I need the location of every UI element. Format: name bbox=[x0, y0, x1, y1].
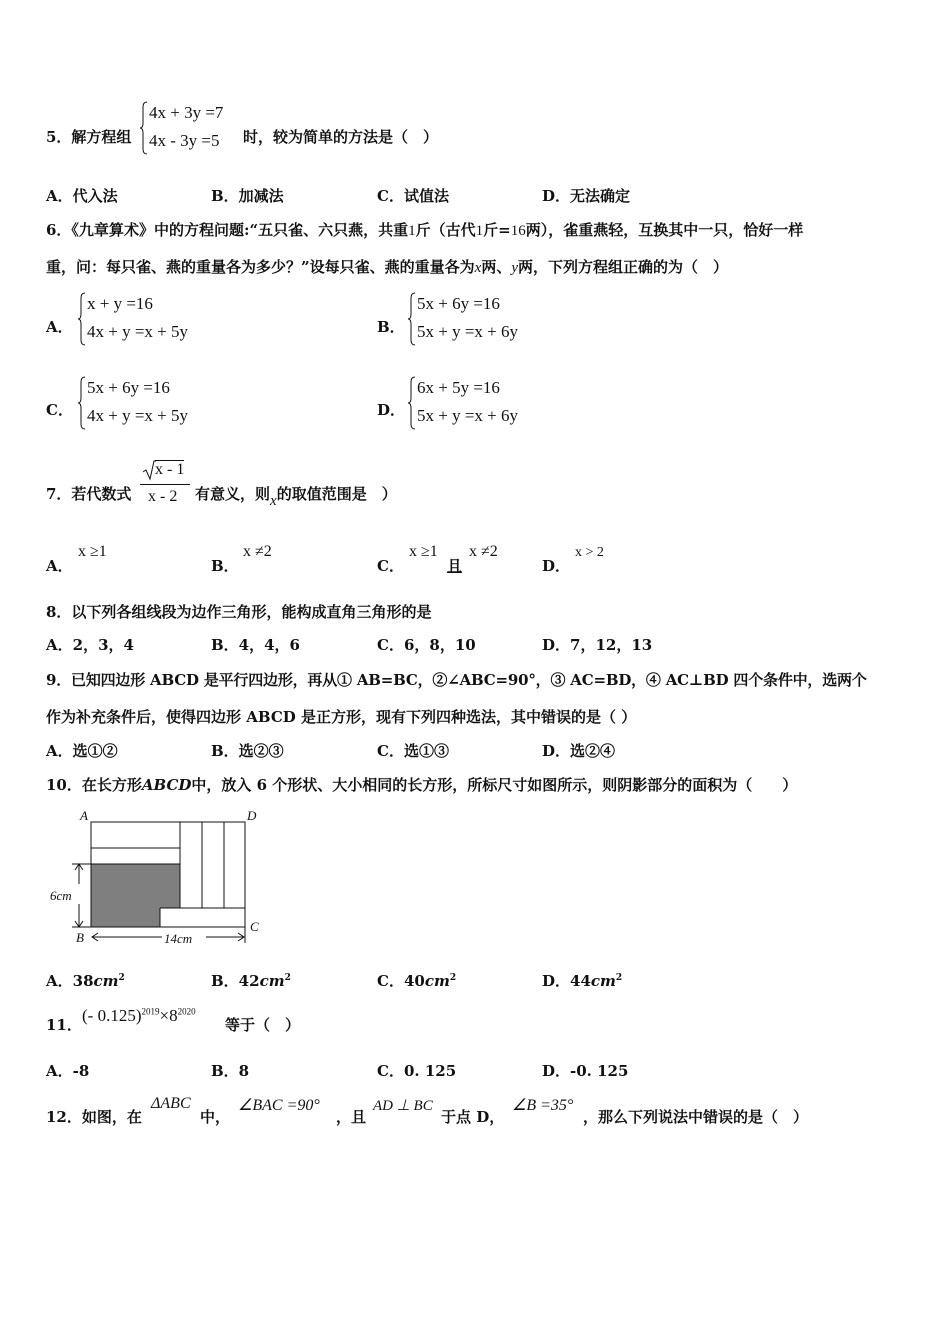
q6-option-c-label[interactable]: C． bbox=[46, 401, 73, 419]
q7-number: 7．若代数式 bbox=[46, 485, 132, 503]
q7-option-c-and: 且 bbox=[447, 557, 463, 575]
figure-label-b: B bbox=[76, 930, 84, 945]
q8-option-d[interactable]: D．7，12，13 bbox=[542, 636, 653, 654]
q10-option-a[interactable]: A．$38cm^2$ bbox=[46, 972, 125, 990]
q7-tail: 有意义，则x的取值范围是 ） bbox=[195, 485, 397, 509]
brace-icon bbox=[408, 376, 416, 430]
q7-option-b[interactable]: B． bbox=[211, 557, 239, 575]
brace-icon bbox=[78, 376, 86, 430]
q8-option-c[interactable]: C．6，8，10 bbox=[377, 636, 476, 654]
q9-option-a[interactable]: A．选①② bbox=[46, 742, 118, 760]
brace-icon bbox=[408, 292, 416, 346]
q6-option-a-label[interactable]: A． bbox=[46, 318, 73, 336]
figure-label-a: A bbox=[80, 808, 88, 823]
q11-option-a[interactable]: A．-8 bbox=[46, 1062, 90, 1080]
q5-tail: 时，较为简单的方法是（ ） bbox=[243, 128, 439, 146]
q7-numerator: x - 1 bbox=[155, 461, 185, 478]
figure-label-c: C bbox=[250, 919, 259, 934]
q5-option-d[interactable]: D．无法确定 bbox=[542, 187, 631, 205]
q7-denominator: x - 2 bbox=[148, 488, 178, 505]
q8-text: 8．以下列各组线段为边作三角形，能构成直角三角形的是 bbox=[46, 603, 432, 621]
q9-line1: 9．已知四边形 ABCD 是平行四边形，再从① AB=BC，②∠ABC=90°，③ AC=BD，④ AC⊥BD 四个条件中，选两个 bbox=[46, 671, 867, 689]
figure-label-d: D bbox=[247, 808, 257, 823]
q10-option-b[interactable]: B．$42cm^2$ bbox=[211, 972, 291, 990]
q8-option-a[interactable]: A．2，3，4 bbox=[46, 636, 134, 654]
q7-option-a[interactable]: A． bbox=[46, 557, 73, 575]
q7-fraction bbox=[140, 459, 192, 511]
q10-option-d[interactable]: D．$44cm^2$ bbox=[542, 972, 623, 990]
q11-expression: (- $0.125)^{2019}\times 8^{2020}$ bbox=[82, 1006, 196, 1025]
q6-line2: 重，问：每只雀、燕的重量各为多少？”设每只雀、燕的重量各为x两、y两，下列方程组正确的为（ ） bbox=[46, 258, 729, 276]
q7-option-d-math: x > 2 bbox=[575, 545, 604, 560]
q6-option-b-label[interactable]: B． bbox=[377, 318, 405, 336]
q7-option-a-math: x ≥1 bbox=[78, 543, 107, 560]
q10-figure bbox=[44, 805, 274, 950]
q5-option-c[interactable]: C．试值法 bbox=[377, 187, 449, 205]
q12-angle-bac: ∠BAC =90° bbox=[238, 1097, 320, 1114]
q11-option-c[interactable]: C．0. 125 bbox=[377, 1062, 457, 1080]
q7-option-b-math: x ≠2 bbox=[243, 543, 272, 560]
q5-option-a[interactable]: A．代入法 bbox=[46, 187, 118, 205]
q12-t2: ，且 bbox=[336, 1108, 367, 1126]
q11-tail: 等于（ ） bbox=[225, 1016, 301, 1034]
q9-option-b[interactable]: B．选②③ bbox=[211, 742, 284, 760]
q12-angle-b: ∠B =35° bbox=[512, 1097, 574, 1114]
brace-icon bbox=[78, 292, 86, 346]
q11-number: 11． bbox=[46, 1016, 82, 1034]
q11-option-b[interactable]: B．8 bbox=[211, 1062, 250, 1080]
q9-line2: 作为补充条件后，使得四边形 ABCD 是正方形，现有下列四种选法，其中错误的是（ ） bbox=[46, 708, 637, 726]
q7-option-d[interactable]: D． bbox=[542, 557, 571, 575]
q5-number: 5．解方程组 bbox=[46, 128, 132, 146]
figure-width-label: 14cm bbox=[164, 931, 193, 946]
q6-option-d-label[interactable]: D． bbox=[377, 401, 406, 419]
q6-line1: 6．《九章算术》中的方程问题:“五只雀、六只燕，共重1斤（古代1斤=16两），雀重燕轻，互换其中一只，恰好一样 bbox=[46, 221, 804, 239]
q10-option-c[interactable]: C．$40cm^2$ bbox=[377, 972, 457, 990]
q8-option-b[interactable]: B．4，4，6 bbox=[211, 636, 300, 654]
q5-eq1: 4x + 3y =7 bbox=[149, 103, 224, 122]
q12-t1: 中， bbox=[200, 1108, 231, 1126]
q9-option-d[interactable]: D．选②④ bbox=[542, 742, 616, 760]
q12-perpendicular: AD ⊥ BC bbox=[373, 1098, 433, 1114]
q5-eq2: 4x - 3y =5 bbox=[149, 131, 220, 150]
figure-height-label: 6cm bbox=[50, 888, 72, 903]
q12-number: 12．如图，在 bbox=[46, 1108, 142, 1126]
q7-option-c-math2: x ≠2 bbox=[469, 543, 498, 560]
sqrt-icon bbox=[142, 459, 156, 481]
q7-option-c[interactable]: C． bbox=[377, 557, 404, 575]
q10-text: 10．在长方形ABCD中，放入 6 个形状、大小相同的长方形，所标尺寸如图所示，则阴影部分的面积为（ ） bbox=[46, 776, 798, 794]
q12-t4: ，那么下列说法中错误的是（ ） bbox=[583, 1108, 809, 1126]
q5-option-b[interactable]: B．加减法 bbox=[211, 187, 284, 205]
q12-t3: 于点 D， bbox=[441, 1108, 505, 1126]
brace-icon bbox=[140, 101, 148, 155]
q7-option-c-math: x ≥1 bbox=[409, 543, 438, 560]
q9-option-c[interactable]: C．选①③ bbox=[377, 742, 449, 760]
q12-triangle: ΔABC bbox=[151, 1095, 191, 1112]
q11-option-d[interactable]: D．-0. 125 bbox=[542, 1062, 629, 1080]
